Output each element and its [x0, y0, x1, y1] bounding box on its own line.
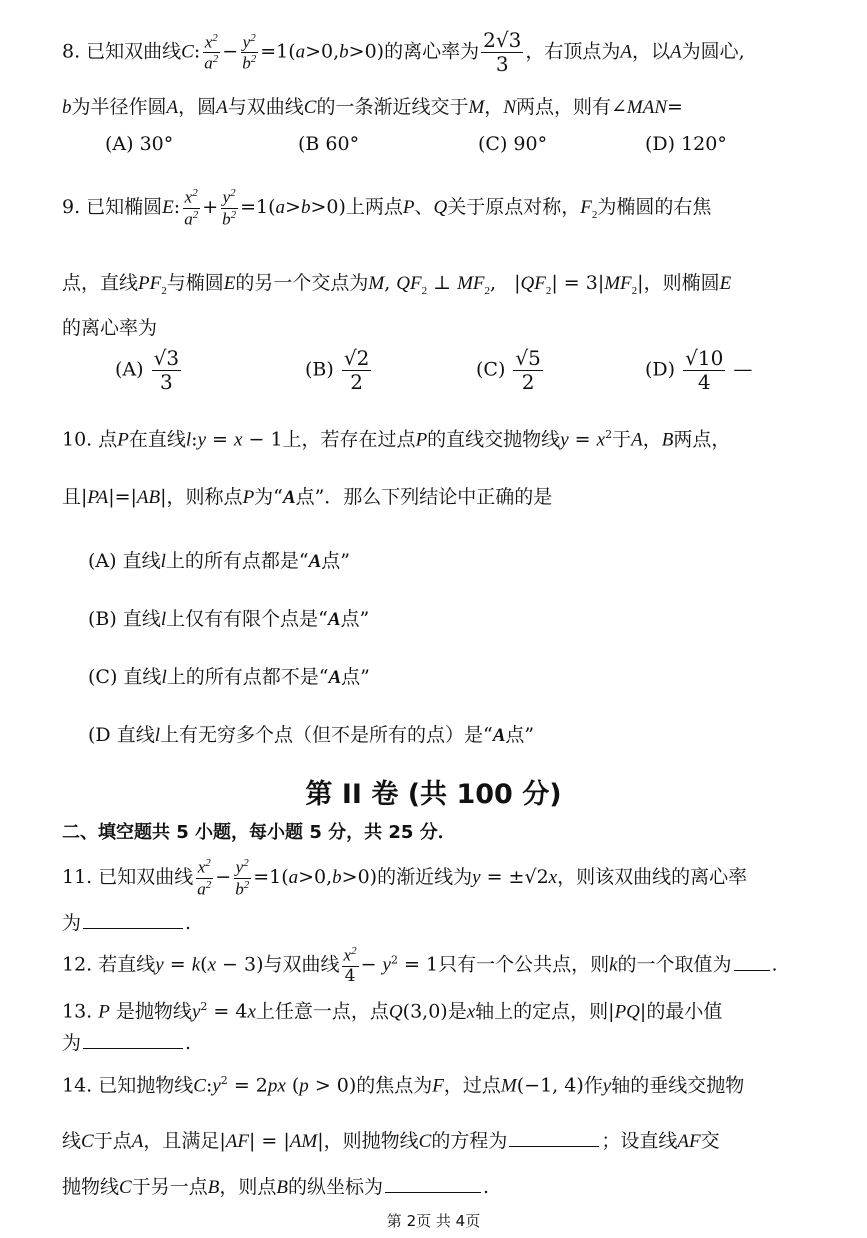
q8-choice-d: (D) 120°	[645, 133, 727, 155]
q9-line1: 9. 已知椭圆E: $\frac{x^2}{a^2}$ + $\frac{y^2}{b^2}$ =1(a>b>0)上两点P、Q关于原点对称，$F_2$为椭圆的右焦	[62, 187, 712, 229]
q8-choice-c: (C) 90°	[478, 133, 548, 155]
q14-ordinate-blank[interactable]	[385, 1191, 481, 1193]
page-footer: 第 2页 共 4页	[386, 1212, 481, 1230]
q14-line2: 线C于点A，且满足|AF| = |AM|，则抛物线C的方程为 ；设直线AF交	[62, 1130, 720, 1152]
q8-line2: b为半径作圆A，圆A与双曲线C的一条渐近线交于M，N两点，则有∠MAN=	[62, 96, 683, 118]
q10-line2: 且|PA|=|AB|，则称点P为“A点”．那么下列结论中正确的是	[62, 486, 553, 508]
q11-line2: 为 .	[62, 912, 192, 934]
q10-option-d: (D 直线l上有无穷多个点（但不是所有的点）是“A点”	[88, 724, 535, 746]
q11-answer-blank[interactable]	[83, 927, 183, 929]
q8-line1: 8. 已知双曲线C: $\frac{x^2}{a^2}$ − $\frac{y^2}{b^2}$ =1(a>0,b>0)的离心率为 $\frac{2√3}{3}$ ，右顶点为A，以A为圆心,	[62, 28, 745, 76]
q14-line1: 14. 已知抛物线$C:y^2 = 2px$ (p > 0)的焦点为F，过点M(−1, 4)作y轴的垂线交抛物	[62, 1074, 745, 1097]
section-title: 第 II 卷 (共 100 分)	[305, 779, 562, 810]
q9-line3: 的离心率为	[62, 317, 158, 339]
q9-choice-a: (A) $\frac{√3}{3}$	[115, 346, 180, 394]
q13-answer-blank[interactable]	[83, 1047, 183, 1049]
q12-answer-blank[interactable]	[734, 969, 770, 971]
q12-line1: 12. 若直线y = k(x − 3)与双曲线 $\frac{x^2}{4}$ − $y^2 = 1$只有一个公共点，则k的一个取值为 .	[62, 945, 778, 986]
q13-line2: 为 .	[62, 1032, 192, 1054]
q9-choice-b: (B) $\frac{√2}{2}$	[305, 346, 370, 394]
q10-line1: 10. 点P在直线l:y = x − 1上，若存在过点P的直线交抛物线$y = x^2$于A，B两点，	[62, 428, 731, 451]
section-heading: 二、填空题共 5 小题，每小题 5 分，共 25 分．	[62, 822, 456, 843]
q10-option-b: (B) 直线l上仅有有限个点是“A点”	[88, 608, 370, 630]
q8-choice-b: (B 60°	[298, 133, 360, 155]
q13-line1: 13. P 是抛物线$y^2 = 4x$上任意一点，点Q(3,0)是x轴上的定点，则|PQ|的最小值	[62, 1000, 723, 1023]
q14-equation-blank[interactable]	[509, 1145, 599, 1147]
q8-choice-a: (A) 30°	[105, 133, 174, 155]
q9-line2: 点，直线$PF_2$与椭圆E的另一个交点为M, $QF_2$ ⊥ $MF_2$, $|QF_2| = 3|MF_2|$，则椭圆E	[62, 272, 732, 297]
q9-choice-c: (C) $\frac{√5}{2}$	[476, 346, 541, 394]
q10-option-c: (C) 直线l上的所有点都不是“A点”	[88, 666, 370, 688]
q11-line1: 11. 已知双曲线 $\frac{x^2}{a^2}$ − $\frac{y^2}{b^2}$ =1(a>0,b>0)的渐近线为y = ±√2x，则该双曲线的离心率	[62, 857, 748, 899]
q10-option-a: (A) 直线l上的所有点都是“A点”	[88, 550, 351, 572]
q14-line3: 抛物线C于另一点B，则点B的纵坐标为 .	[62, 1176, 490, 1198]
q9-choice-d: (D) $\frac{√10}{4}$ —	[645, 346, 753, 394]
